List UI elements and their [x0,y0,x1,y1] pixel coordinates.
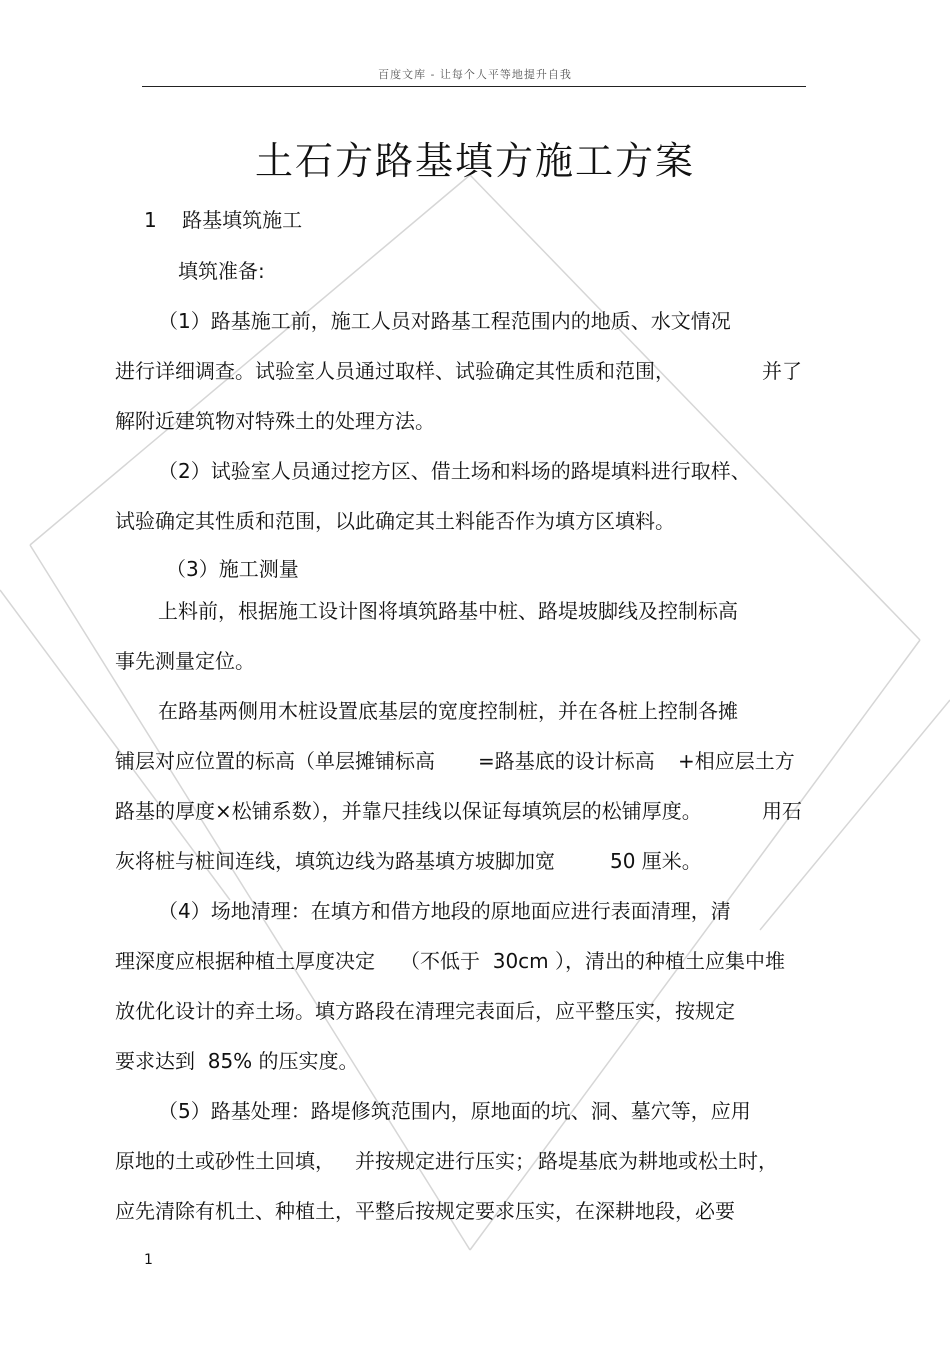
page-number: 1 [144,1252,153,1268]
text-line: 并了 [762,359,802,383]
text-line: 放优化设计的弃土场。填方路段在清理完表面后，应平整压实，按规定 [115,999,735,1023]
text-line: =路基底的设计标高 [478,749,655,773]
text-line: 铺层对应位置的标高（单层摊铺标高 [115,749,435,773]
text-line: 解附近建筑物对特殊土的处理方法。 [115,409,435,433]
text-line: 试验确定其性质和范围，以此确定其土料能否作为填方区填料。 [115,509,675,533]
text-line: 在路基两侧用木桩设置底基层的宽度控制桩，并在各桩上控制各摊 [158,699,738,723]
text-line: 要求达到 85% 的压实度。 [115,1049,359,1073]
text-line: 进行详细调查。试验室人员通过取样、试验确定其性质和范围， [115,359,675,383]
text-line: 灰将桩与桩间连线，填筑边线为路基填方坡脚加宽 [115,849,555,873]
text-line: 路堤基底为耕地或松土时， [538,1149,778,1173]
header-text: 百度文库 - 让每个人平等地提升自我 [378,68,572,81]
text-line: 应先清除有机土、种植土，平整后按规定要求压实，在深耕地段，必要 [115,1199,735,1223]
text-line: （不低于 30cm ），清出的种植土应集中堆 [400,949,785,973]
text-line: （1）路基施工前，施工人员对路基工程范围内的地质、水文情况 [158,309,731,333]
text-line: （3）施工测量 [166,557,299,581]
text-line: 理深度应根据种植土厚度决定 [115,949,375,973]
text-line: 填筑准备: [178,259,265,283]
text-line: （2）试验室人员通过挖方区、借土场和料场的路堤填料进行取样、 [158,459,751,483]
text-line: 并按规定进行压实； [355,1149,535,1173]
header-divider [142,86,806,87]
text-line: 事先测量定位。 [115,649,255,673]
text-line: 上料前，根据施工设计图将填筑路基中桩、路堤坡脚线及控制标高 [158,599,738,623]
text-line: （5）路基处理：路堤修筑范围内，原地面的坑、洞、墓穴等，应用 [158,1099,751,1123]
text-line: 路基的厚度×松铺系数），并靠尺挂线以保证每填筑层的松铺厚度。 [115,799,702,823]
text-line: 用石 [762,799,802,823]
text-line: 原地的土或砂性土回填， [115,1149,335,1173]
text-line: 50 厘米。 [610,849,702,873]
text-line: +相应层土方 [678,749,795,773]
text-line: （4）场地清理：在填方和借方地段的原地面应进行表面清理，清 [158,899,731,923]
document-title: 土石方路基填方施工方案 [254,139,695,183]
section-heading: 1 路基填筑施工 [144,208,303,232]
